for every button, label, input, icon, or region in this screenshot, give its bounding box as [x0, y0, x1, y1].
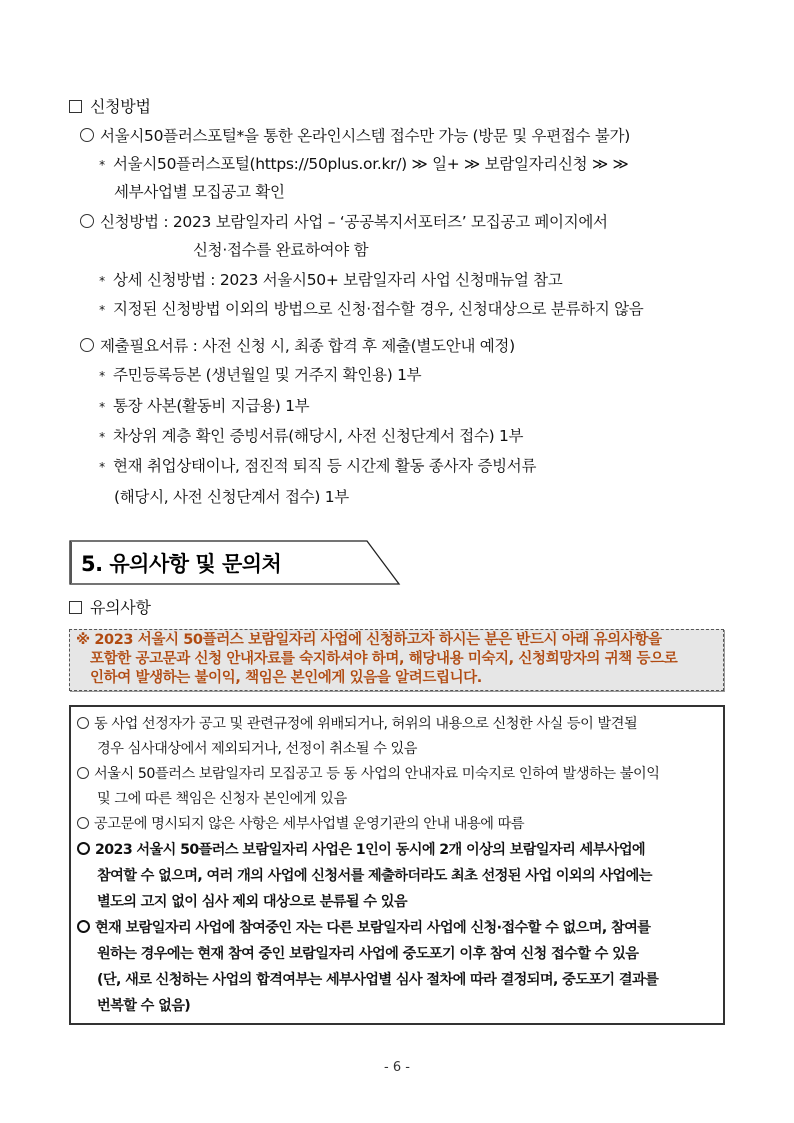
- circle-bullet-icon: [77, 767, 89, 779]
- square-bullet-icon: [69, 601, 82, 614]
- caution-item-continuation: (단, 새로 신청하는 사업의 합격여부는 세부사업별 심사 절차에 따라 결정되며, 중도포기 결과를: [97, 972, 659, 988]
- list-item: * 서울시50플러스포털(https://50plus.or.kr/) ≫ 일+ ≫ 보람일자리신청 ≫ ≫: [95, 154, 628, 175]
- asterisk-bullet-icon: *: [99, 158, 105, 172]
- section-heading-application: [69, 97, 151, 117]
- list-item: * 현재 취업상태이나, 점진적 퇴직 등 시간제 활동 종사자 증빙서류: [95, 456, 536, 477]
- section-subheading-cautions: 유의사항: [69, 598, 151, 618]
- list-item-continuation: (해당시, 사전 신청단계서 접수) 1부: [114, 488, 349, 506]
- list-item: * 상세 신청방법 : 2023 서울시50+ 보람일자리 사업 신청매뉴얼 참고: [95, 270, 562, 291]
- caution-item: 동 사업 선정자가 공고 및 관련규정에 위배되거나, 허위의 내용으로 신청한 사실 등이 발견될: [77, 715, 637, 734]
- caution-item-continuation: 번복할 수 없음): [97, 998, 191, 1014]
- asterisk-bullet-icon: *: [99, 369, 105, 383]
- asterisk-bullet-icon: *: [99, 303, 105, 317]
- notice-line: 인하여 발생하는 불이익, 책임은 본인에게 있음을 알려드립니다.: [90, 670, 482, 686]
- circle-bullet-icon: [77, 717, 89, 729]
- caution-item: 공고문에 명시되지 않은 사항은 세부사업별 운영기관의 안내 내용에 따름: [77, 815, 524, 834]
- circle-bullet-icon: [80, 214, 94, 228]
- circle-bullet-icon: [80, 128, 94, 142]
- caution-item-continuation: 원하는 경우에는 현재 참여 중인 보람일자리 사업에 중도포기 이후 참여 신청 접수할 수 있음: [97, 946, 639, 962]
- list-item: 제출필요서류 : 사전 신청 시, 최종 합격 후 제출(별도안내 예정): [80, 336, 515, 356]
- asterisk-bullet-icon: *: [99, 274, 105, 288]
- notice-box: [69, 629, 724, 691]
- asterisk-bullet-icon: *: [99, 430, 105, 444]
- caution-item-continuation: 참여할 수 없으며, 여러 개의 사업에 신청서를 제출하더라도 최초 선정된 사업 이외의 사업에는: [97, 868, 652, 884]
- circle-bullet-icon: [77, 842, 90, 855]
- list-item: * 지정된 신청방법 이외의 방법으로 신청·접수할 경우, 신청대상으로 분류하지 않음: [95, 299, 643, 320]
- page-number: - 6 -: [384, 1060, 410, 1075]
- list-item: 신청방법 : 2023 보람일자리 사업 – ‘공공복지서포터즈’ 모집공고 페이지에서: [80, 212, 608, 232]
- circle-bullet-icon: [77, 920, 90, 933]
- notice-line: 포함한 공고문과 신청 안내자료를 숙지하셔야 하며, 해당내용 미숙지, 신청희망자의 귀책 등으로: [90, 651, 678, 667]
- caution-item-bold: 2023 서울시 50플러스 보람일자리 사업은 1인이 동시에 2개 이상의 보람일자리 세부사업에: [77, 841, 645, 860]
- section-title: 5. 유의사항 및 문의처: [81, 552, 282, 576]
- caution-item-continuation: 별도의 고지 없이 심사 제외 대상으로 분류될 수 있음: [97, 894, 407, 910]
- list-item: * 통장 사본(활동비 지급용) 1부: [95, 396, 309, 417]
- heading-text: 신청방법: [90, 97, 151, 116]
- circle-bullet-icon: [77, 817, 89, 829]
- list-item: * 주민등록등본 (생년월일 및 거주지 확인용) 1부: [95, 365, 421, 386]
- list-item: * 차상위 계층 확인 증빙서류(해당시, 사전 신청단계서 접수) 1부: [95, 426, 523, 447]
- circle-bullet-icon: [80, 338, 94, 352]
- notice-line: ※ 2023 서울시 50플러스 보람일자리 사업에 신청하고자 하시는 분은 반드시 아래 유의사항을: [76, 632, 662, 648]
- caution-box: [69, 705, 725, 1025]
- caution-item-continuation: 경우 심사대상에서 제외되거나, 선정이 취소될 수 있음: [97, 741, 418, 757]
- section-header-5: [69, 540, 399, 584]
- caution-item: 서울시 50플러스 보람일자리 모집공고 등 동 사업의 안내자료 미숙지로 인하여 발생하는 불이익: [77, 765, 660, 784]
- asterisk-bullet-icon: *: [99, 460, 105, 474]
- caution-item-continuation: 및 그에 따른 책임은 신청자 본인에게 있음: [97, 791, 347, 807]
- list-item: 서울시50플러스포털*을 통한 온라인시스템 접수만 가능 (방문 및 우편접수 불가): [80, 126, 630, 146]
- square-bullet-icon: [69, 100, 82, 113]
- asterisk-bullet-icon: *: [99, 400, 105, 414]
- list-item-continuation: 세부사업별 모집공고 확인: [114, 183, 285, 201]
- caution-item-bold: 현재 보람일자리 사업에 참여중인 자는 다른 보람일자리 사업에 신청·접수할 수 없으며, 참여를: [77, 919, 650, 938]
- list-item-continuation: 신청·접수를 완료하여야 함: [193, 241, 369, 259]
